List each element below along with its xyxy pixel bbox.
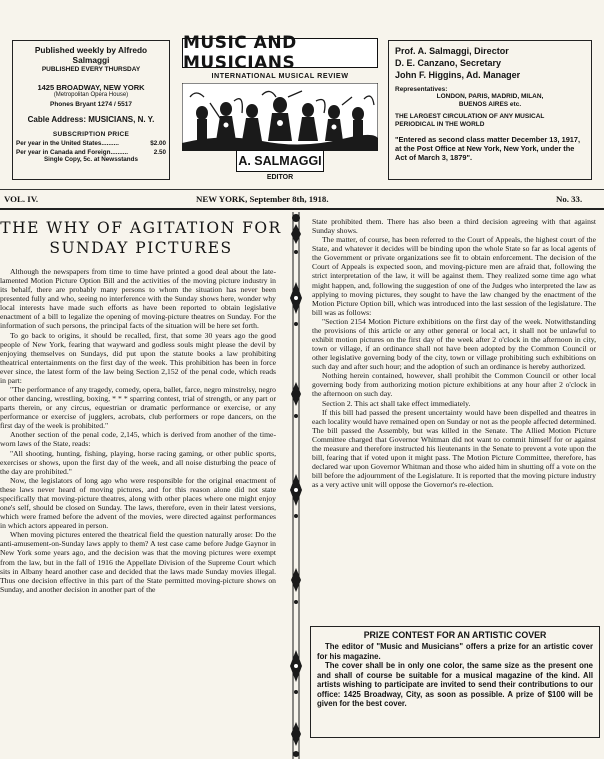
musicians-procession-illustration — [182, 83, 378, 151]
staff-info-box — [388, 40, 592, 180]
ornamental-column-divider — [285, 212, 307, 759]
published-by: Published weekly by Alfredo Salmaggi — [34, 45, 148, 65]
cities-line-1: LONDON, PARIS, MADRID, MILAN, — [436, 93, 544, 100]
issue-date: NEW YORK, September 8th, 1918. — [196, 194, 329, 204]
masthead-logo — [182, 33, 378, 184]
article-paragraph: "The performance of any tragedy, comedy, opera, ballet, farce, negro minstrelsy, negro or other dancing, wrestling, boxing, * * * sparring contest, trial of strength, or any part or parts therein, or any circus, equestrian or dramatic performance or exercise, or any performance or exercise of jugglers, acrobats, club performers or rope dancers, on the first day of the week is prohibited." — [0, 385, 276, 431]
article-paragraph: If this bill had passed the present uncertainty would have been dispelled and theatres in each locality would have remained open on Sunday or not as the people affected determined. The bill passed the Assembly, but was killed in the Senate. The Allied Motion Picture Committee charged that Governor Whitman did not want to commit himself for or against the measure and therefore instructed his lieutenants in the Senate to prevent a vote upon the bill, fearing that if voted upon it might pass. The Motion Picture Committee, therefore, has declared war upon Governor Whitman and those who aided him in shutting off a vote on the bill before the adjournment of the Legislature. It is reported that the moving picture industry as a very active unit will oppose the Governor's re-election. — [312, 407, 596, 490]
issue-number: No. 33. — [556, 194, 583, 204]
opera-house-note: (Metropolitan Opera House) — [53, 92, 129, 98]
subscription-heading: SUBSCRIPTION PRICE — [52, 131, 130, 138]
single-copy-price: Single Copy, 5c. at Newsstands — [43, 156, 138, 163]
volume-number: VOL. IV. — [4, 194, 39, 204]
phones-line — [16, 101, 166, 108]
prize-contest-text — [317, 642, 593, 709]
cities-line-2: BUENOS AIRES etc. — [458, 101, 522, 108]
article-paragraph: Section 2. This act shall take effect immediately. — [322, 398, 471, 408]
circulation-claim: THE LARGEST CIRCULATION OF ANY MUSICAL PERIODICAL IN THE WORLD — [395, 113, 545, 128]
article-paragraph: "All shooting, hunting, fishing, playing, horse racing gaming, or other public sports, exercises or shows, upon the first day of the week, and all noise disturbing the peace of the day are prohibited." — [0, 448, 276, 476]
article-right-column — [312, 217, 596, 489]
rate-canada — [16, 149, 166, 156]
article-paragraph: Although the newspapers from time to time have printed a good deal about the late-lamented Motion Picture Option Bill and the activities of the moving picture industry in its behalf, there are probably many persons to whom the situation has never been presented fully and who, seeing no interference with the Sunday shows here, wonder why local interests have made such efforts as have been reported to obtain legislative enactment of a bill to legalize the opening of moving-picture theatres on Sunday. For the information of such persons, the principal facts of the situation will be here set forth. — [0, 267, 276, 331]
article-paragraph: To go back to origins, it should be recalled, first, that some 30 years ago the good people of New York, fearing that wayward and godless souls might please the devil by enjoying themselves on Sundays, did put upon the statute books a law prohibiting theatrical entertainments on the first day of the week. This prohibition has been in force ever since, the latest form of the law being Section 2,152 of the penal code, which reads in part: — [0, 330, 276, 385]
prize-paragraph: The editor of "Music and Musicians" offers a prize for an artistic cover for his magazine. — [317, 642, 593, 661]
article-paragraph: Another section of the penal code, 2,145, which is derived from another of the time-worn laws of the State, reads: — [0, 430, 276, 449]
article-paragraph: Nothing herein contained, however, shall prohibit the Common Council or other local governing body from authorizing motion picture exhibitions at any hour after 2 o'clock in the afternoon on such day. — [312, 371, 596, 399]
headline-line-2: SUNDAY PICTURES — [49, 239, 233, 257]
magazine-title: MUSIC AND MUSICIANS — [182, 38, 378, 68]
dateline-rule — [0, 208, 604, 210]
representatives-label: Representatives: — [395, 86, 448, 93]
phones-label: Phones — [49, 101, 74, 108]
article-paragraph: Now, the legislators of long ago who were responsible for the original enactment of these laws never heard of moving pictures, and for this reason alone did not state specifically that moving-picture theatres, along with other places where one might enjoy one's self, should be closed on Sunday. The laws, therefore, even in their latest versions, which were framed before the advent of the movies, were directed against performances in which actors appeared in person. — [0, 475, 276, 531]
article-paragraph: State prohibited them. There has also been a third decision agreeing with that against Sunday shows. — [312, 217, 596, 236]
magazine-subtitle: INTERNATIONAL MUSICAL REVIEW — [211, 71, 349, 80]
prize-paragraph: The cover shall be in only one color, the same size as the present one and shall of course be suitable for a musical magazine of the kind. All artists wishing to participate are invited to send their contributions to our office: 1425 Broadway, City, as soon as possible. A prize of $100 will be given for the best cover. — [317, 661, 593, 708]
publisher-address: 1425 BROADWAY, NEW YORK — [37, 83, 145, 92]
article-headline — [0, 218, 282, 258]
rate-us — [16, 140, 166, 147]
rate-ca-value: 2.50 — [153, 149, 166, 156]
editor-label: EDITOR — [266, 174, 294, 181]
prize-contest-title: PRIZE CONTEST FOR AN ARTISTIC COVER — [363, 630, 547, 640]
masthead-rule — [0, 189, 604, 190]
director-line: Prof. A. Salmaggi, Director — [395, 46, 509, 56]
article-paragraph: The matter, of course, has been referred to the Court of Appeals, the highest court of the State, and whatever it decides will be binding upon the whole State so far as local agents of the Government or private organizations see fit to obtain enforcement. The decision of the Court of Appeals is expected soon, and moving-picture men are afraid that, following the strict interpretation of the law, it will be against them. They realized some time ago what might happen, and, following the suggestion of one of the Judges who interpreted the law as applying to moving pictures, they sought to have the law changed by the enactment of the Motion Picture Option bill, which was introduced into the last session of the legislature. The bill was as follows: — [312, 235, 596, 317]
rate-us-value: $2.00 — [150, 140, 166, 147]
article-left-column — [0, 267, 276, 594]
prize-contest-box — [310, 626, 600, 738]
article-paragraph: When moving pictures entered the theatrical field the question naturally arose: Do the anti-amusement-on-Sunday laws apply to them? A test case came before Judge Gaynor in New York some years ago, and the decision was that the moving pictures were exempt from the law, but in the fall of 1916 the Appellate Division of the Supreme Court which sits in Albany heard another case and decided that the laws made Sunday movies illegal. Thus one decision effective in this part of the State permitted moving-picture shows on Sunday, and another decision in another part of the — [0, 530, 276, 594]
rate-us-label: Per year in the United States.......... — [16, 140, 119, 147]
phones-numbers: Bryant 1274 / 5517 — [75, 101, 133, 108]
rate-ca-label: Per year in Canada and Foreign.......... — [16, 149, 128, 156]
secretary-line: D. E. Canzano, Secretary — [395, 58, 502, 68]
postal-entry-notice: "Entered as second class matter December 13, 1917, at the Post Office at New York, New York, under the Act of March 3, 1879". — [395, 135, 581, 162]
manager-line: John F. Higgins, Ad. Manager — [395, 70, 521, 80]
published-every: PUBLISHED EVERY THURSDAY — [41, 66, 141, 73]
editor-name-plate: A. SALMAGGI — [236, 150, 324, 172]
publisher-info-box — [12, 40, 170, 180]
article-paragraph: "Section 2154 Motion Picture exhibitions on the first day of the week. Notwithstanding the provisions of this article or any other general or local act, it shall not be unlawful to exhibit motion pictures on the first day of the week after 2 o'clock in the afternoon in city, town or village, if an ordinance shall not have been adopted by the Common Council or other legislative governing body of the city, town or village prohibiting such exhibitions on such day and after such hour; and the adoption of such an ordinance is hereby authorized. — [312, 316, 596, 372]
headline-line-1: THE WHY OF AGITATION FOR — [0, 219, 282, 237]
cable-address: Cable Address: MUSICIANS, N. Y. — [27, 115, 155, 124]
